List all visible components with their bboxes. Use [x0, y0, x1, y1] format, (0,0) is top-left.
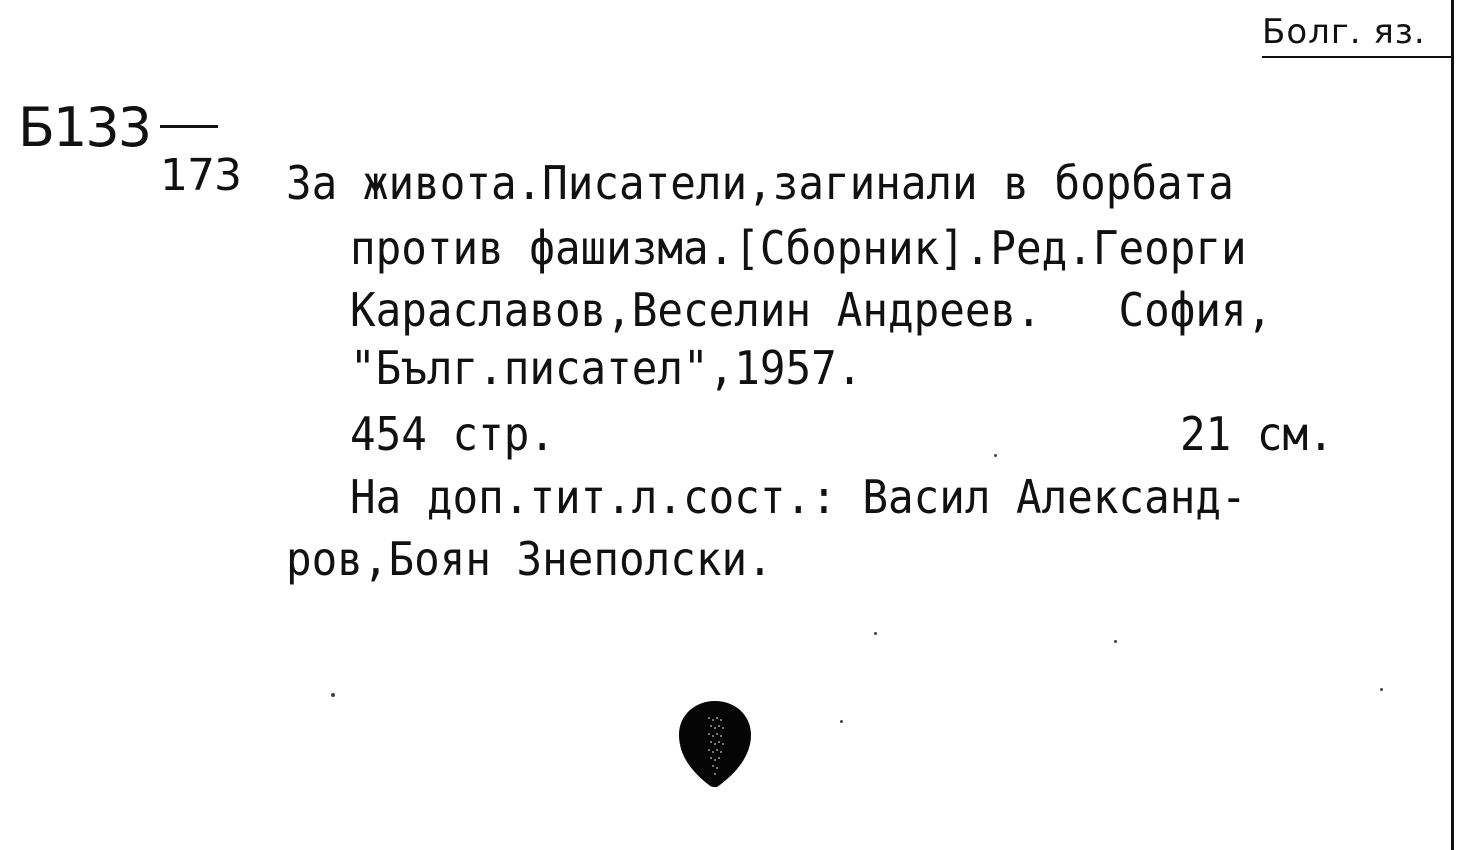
note-line-1: На доп.тит.л.сост.: Васил Александ-: [350, 470, 1247, 524]
speckle: [874, 632, 877, 635]
title-line-3: Караславов,Веселин Андреев. София,: [350, 283, 1273, 337]
speckle: [840, 720, 843, 723]
speckle: [1114, 640, 1117, 643]
language-tag: Болг. яз.: [1262, 12, 1426, 52]
call-number-bottom: 173: [160, 150, 241, 201]
call-number-top: Б133: [18, 96, 151, 159]
punch-hole-icon: [677, 699, 753, 789]
page-count: 454 стр.: [350, 407, 555, 461]
speckle: [331, 693, 335, 697]
speckle: [994, 454, 997, 457]
card-right-edge: [1451, 0, 1454, 850]
title-line-1: За живота.Писатели,загинали в борбата: [286, 156, 1234, 210]
title-line-2: против фашизма.[Сборник].Ред.Георги: [350, 221, 1247, 275]
book-size: 21 см.: [1180, 407, 1334, 461]
speckle: [1380, 688, 1383, 691]
call-number-dash: [160, 125, 218, 128]
publisher-line: "Бълг.писател",1957.: [350, 341, 863, 395]
language-tag-underline: [1262, 56, 1452, 58]
note-line-2: ров,Боян Знеполски.: [286, 532, 773, 586]
